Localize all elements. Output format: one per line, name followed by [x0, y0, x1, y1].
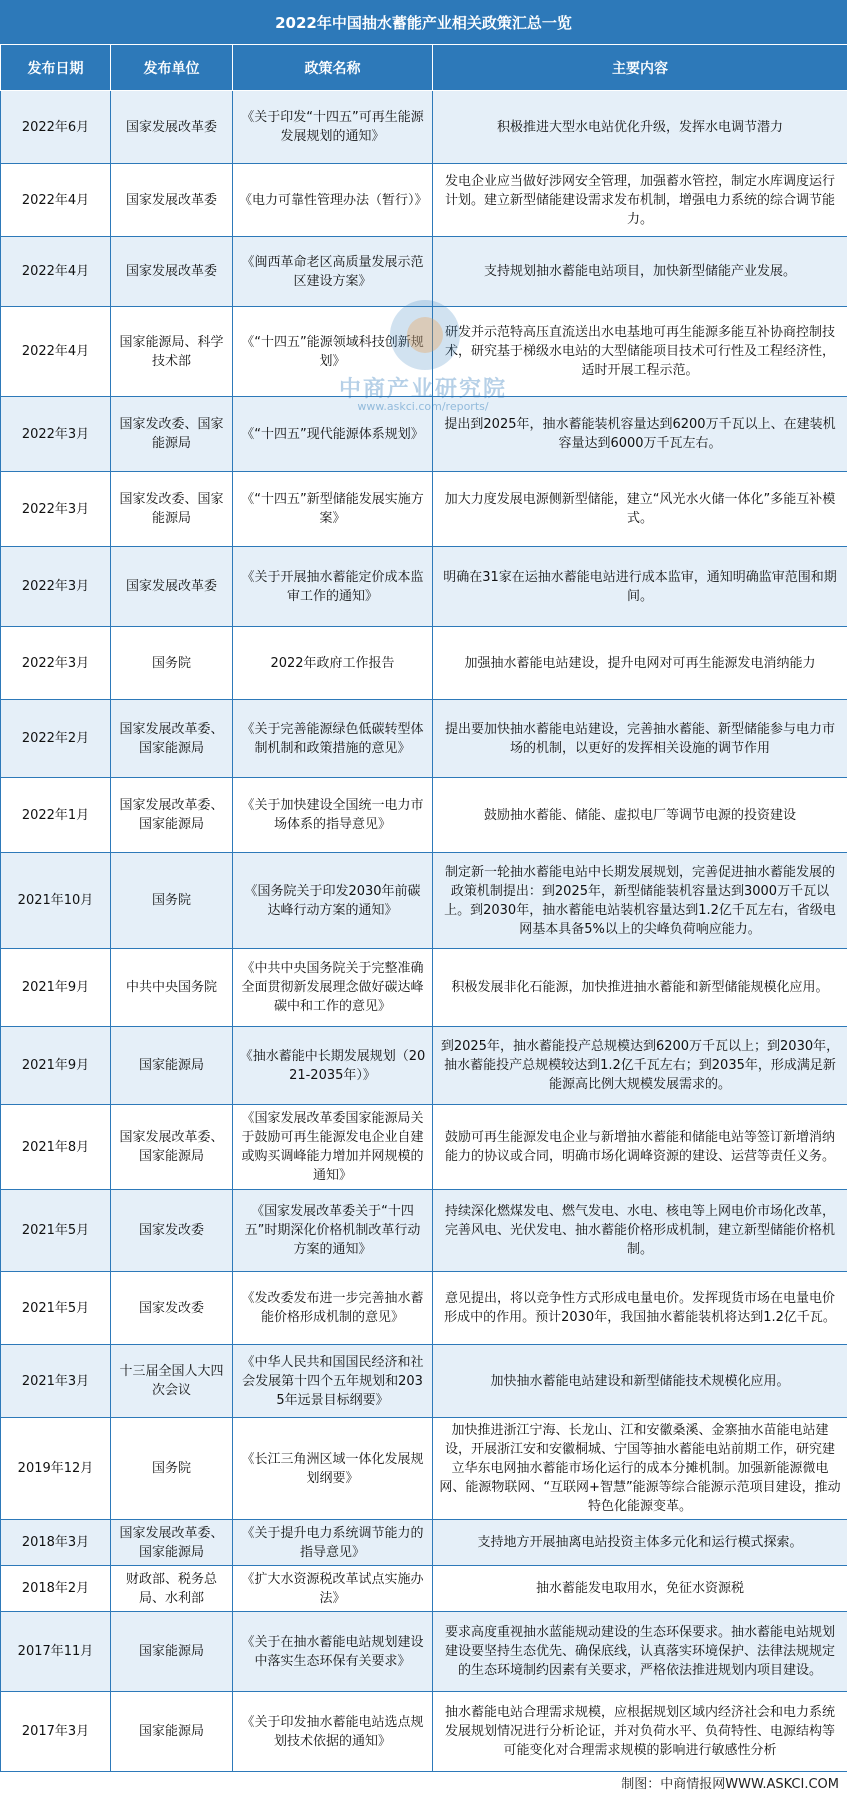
cell-unit: 国家能源局 — [111, 1692, 233, 1772]
cell-date: 2017年11月 — [1, 1612, 111, 1692]
cell-content: 明确在31家在运抽水蓄能电站进行成本监审，通知明确监审范围和期间。 — [433, 547, 847, 627]
header-policy-name: 政策名称 — [233, 45, 433, 91]
cell-date: 2021年5月 — [1, 1272, 111, 1345]
cell-content: 抽水蓄能电站合理需求规模，应根据规划区域内经济社会和电力系统发展规划情况进行分析论证，并对负荷水平、负荷特性、电源结构等可能变化对合理需求规模的影响进行敏感性分析 — [433, 1692, 847, 1772]
table-row — [1, 164, 847, 237]
table-row — [1, 397, 847, 472]
cell-policy-name: 《关于加快建设全国统一电力市场体系的指导意见》 — [233, 778, 433, 853]
table-row — [1, 472, 847, 547]
table-row — [1, 627, 847, 700]
page-title: 2022年中国抽水蓄能产业相关政策汇总一览 — [0, 0, 847, 44]
cell-date: 2022年3月 — [1, 547, 111, 627]
table-row — [1, 1566, 847, 1612]
cell-content: 支持规划抽水蓄能电站项目，加快新型储能产业发展。 — [433, 237, 847, 307]
cell-content: 加快抽水蓄能电站建设和新型储能技术规模化应用。 — [433, 1345, 847, 1418]
cell-unit: 国家发改委、国家能源局 — [111, 472, 233, 547]
cell-date: 2017年3月 — [1, 1692, 111, 1772]
table-body — [1, 91, 847, 1772]
cell-policy-name: 《闽西革命老区高质量发展示范区建设方案》 — [233, 237, 433, 307]
cell-unit: 国家发展改革委、国家能源局 — [111, 1520, 233, 1566]
header-content: 主要内容 — [433, 45, 847, 91]
cell-policy-name: 《长江三角洲区域一体化发展规划纲要》 — [233, 1418, 433, 1520]
cell-content: 要求高度重视抽水蓝能规动建设的生态环保要求。抽水蓄能电站规划建设要坚持生态优先、确保底线，认真落实环境保护、法律法规规定的生态环境制约因素有关要求，严格依法推进规划内项目建设。 — [433, 1612, 847, 1692]
cell-date: 2022年4月 — [1, 164, 111, 237]
table-header-row — [1, 45, 847, 91]
table-row — [1, 547, 847, 627]
cell-content: 抽水蓄能发电取用水，免征水资源税 — [433, 1566, 847, 1612]
table-row — [1, 1612, 847, 1692]
cell-unit: 国务院 — [111, 627, 233, 700]
cell-date: 2021年9月 — [1, 949, 111, 1027]
cell-date: 2022年3月 — [1, 472, 111, 547]
cell-policy-name: 《国家发展改革委关于“十四五”时期深化价格机制改革行动方案的通知》 — [233, 1190, 433, 1272]
table-row — [1, 1272, 847, 1345]
cell-date: 2022年1月 — [1, 778, 111, 853]
cell-policy-name: 《“十四五”新型储能发展实施方案》 — [233, 472, 433, 547]
cell-content: 支持地方开展抽离电站投资主体多元化和运行模式探索。 — [433, 1520, 847, 1566]
cell-unit: 国家发展改革委 — [111, 164, 233, 237]
cell-date: 2022年4月 — [1, 307, 111, 397]
source-credit: 制图：中商情报网WWW.ASKCI.COM — [621, 1777, 839, 1792]
cell-date: 2021年9月 — [1, 1027, 111, 1105]
cell-content: 提出到2025年，抽水蓄能装机容量达到6200万千瓦以上、在建装机容量达到6000万千瓦左右。 — [433, 397, 847, 472]
cell-date: 2022年4月 — [1, 237, 111, 307]
cell-content: 研发并示范特高压直流送出水电基地可再生能源多能互补协商控制技术，研究基于梯级水电站的大型储能项目技术可行性及工程经济性，适时开展工程示范。 — [433, 307, 847, 397]
cell-policy-name: 《发改委发布进一步完善抽水蓄能价格形成机制的意见》 — [233, 1272, 433, 1345]
table-row — [1, 1190, 847, 1272]
table-row — [1, 853, 847, 949]
cell-policy-name: 《关于印发抽水蓄能电站选点规划技术依据的通知》 — [233, 1692, 433, 1772]
cell-content: 提出要加快抽水蓄能电站建设，完善抽水蓄能、新型储能参与电力市场的机制，以更好的发挥相关设施的调节作用 — [433, 700, 847, 778]
cell-unit: 财政部、税务总局、水利部 — [111, 1566, 233, 1612]
watermark-url: www.askci.com/reports/ — [357, 400, 489, 413]
cell-date: 2022年6月 — [1, 91, 111, 164]
cell-unit: 国家发改委 — [111, 1272, 233, 1345]
cell-policy-name: 《国家发展改革委国家能源局关于鼓励可再生能源发电企业自建或购买调峰能力增加并网规模的通知》 — [233, 1105, 433, 1190]
header-unit: 发布单位 — [111, 45, 233, 91]
cell-policy-name: 《关于在抽水蓄能电站规划建设中落实生态环保有关要求》 — [233, 1612, 433, 1692]
watermark-name: 中商产业研究院 — [338, 377, 507, 402]
cell-date: 2022年3月 — [1, 397, 111, 472]
table-row — [1, 778, 847, 853]
cell-content: 到2025年，抽水蓄能投产总规模达到6200万千瓦以上；到2030年，抽水蓄能投产总规模较达到1.2亿千瓦左右；到2035年，形成满足新能源高比例大规模发展需求的。 — [433, 1027, 847, 1105]
policy-table — [0, 44, 847, 1772]
cell-unit: 国务院 — [111, 1418, 233, 1520]
cell-unit: 中共中央国务院 — [111, 949, 233, 1027]
cell-content: 持续深化燃煤发电、燃气发电、水电、核电等上网电价市场化改革，完善风电、光伏发电、抽水蓄能价格形成机制，建立新型储能价格机制。 — [433, 1190, 847, 1272]
cell-policy-name: 《“十四五”现代能源体系规划》 — [233, 397, 433, 472]
cell-unit: 国家发改委、国家能源局 — [111, 397, 233, 472]
table-row — [1, 949, 847, 1027]
cell-content: 加快推进浙江宁海、长龙山、江和安徽桑溪、金寨抽水苗能电站建设，开展浙江安和安徽桐城、宁国等抽水蓄能电站前期工作，研究建立华东电网抽水蓄能市场化运行的成本分摊机制。加强新能源微电网、能源物联网、“互联网+智慧”能源等综合能源示范项目建设，推动特色化能源变革。 — [433, 1418, 847, 1520]
cell-content: 制定新一轮抽水蓄能电站中长期发展规划，完善促进抽水蓄能发展的政策机制提出：到2025年，新型储能装机容量达到3000万千瓦以上。到2030年，抽水蓄能电站装机容量达到1.2亿千瓦左右，省级电网基本具备5%以上的尖峰负荷响应能力。 — [433, 853, 847, 949]
cell-policy-name: 《关于完善能源绿色低碳转型体制机制和政策措施的意见》 — [233, 700, 433, 778]
cell-date: 2021年8月 — [1, 1105, 111, 1190]
cell-unit: 国务院 — [111, 853, 233, 949]
cell-policy-name: 2022年政府工作报告 — [233, 627, 433, 700]
cell-policy-name: 《关于印发“十四五”可再生能源发展规划的通知》 — [233, 91, 433, 164]
cell-unit: 国家发展改革委、国家能源局 — [111, 700, 233, 778]
cell-content: 积极发展非化石能源，加快推进抽水蓄能和新型储能规模化应用。 — [433, 949, 847, 1027]
table-row — [1, 1345, 847, 1418]
cell-date: 2021年5月 — [1, 1190, 111, 1272]
cell-unit: 国家发展改革委、国家能源局 — [111, 778, 233, 853]
table-row — [1, 1027, 847, 1105]
cell-unit: 国家能源局、科学技术部 — [111, 307, 233, 397]
table-row — [1, 307, 847, 397]
cell-policy-name: 《“十四五”能源领域科技创新规划》 — [233, 307, 433, 397]
cell-unit: 国家发展改革委 — [111, 237, 233, 307]
table-row — [1, 237, 847, 307]
cell-unit: 国家能源局 — [111, 1612, 233, 1692]
cell-content: 鼓励可再生能源发电企业与新增抽水蓄能和储能电站等签订新增消纳能力的协议或合同，明确市场化调峰资源的建设、运营等责任义务。 — [433, 1105, 847, 1190]
cell-date: 2021年3月 — [1, 1345, 111, 1418]
cell-content: 发电企业应当做好涉网安全管理，加强蓄水管控，制定水库调度运行计划。建立新型储能建设需求发布机制，增强电力系统的综合调节能力。 — [433, 164, 847, 237]
cell-date: 2018年2月 — [1, 1566, 111, 1612]
table-row — [1, 1520, 847, 1566]
cell-date: 2021年10月 — [1, 853, 111, 949]
cell-policy-name: 《关于提升电力系统调节能力的指导意见》 — [233, 1520, 433, 1566]
header-date: 发布日期 — [1, 45, 111, 91]
cell-date: 2019年12月 — [1, 1418, 111, 1520]
table-row — [1, 700, 847, 778]
table-row — [1, 1105, 847, 1190]
cell-unit: 国家发展改革委、国家能源局 — [111, 1105, 233, 1190]
table-row — [1, 91, 847, 164]
table-row — [1, 1692, 847, 1772]
cell-policy-name: 《国务院关于印发2030年前碳达峰行动方案的通知》 — [233, 853, 433, 949]
cell-content: 积极推进大型水电站优化升级，发挥水电调节潜力 — [433, 91, 847, 164]
cell-date: 2022年3月 — [1, 627, 111, 700]
cell-unit: 国家发展改革委 — [111, 91, 233, 164]
cell-content: 鼓励抽水蓄能、储能、虚拟电厂等调节电源的投资建设 — [433, 778, 847, 853]
cell-policy-name: 《电力可靠性管理办法（暂行）》 — [233, 164, 433, 237]
cell-date: 2022年2月 — [1, 700, 111, 778]
cell-unit: 国家能源局 — [111, 1027, 233, 1105]
cell-content: 意见提出，将以竞争性方式形成电量电价。发挥现货市场在电量电价形成中的作用。预计2030年，我国抽水蓄能装机将达到1.2亿千瓦。 — [433, 1272, 847, 1345]
cell-policy-name: 《中共中央国务院关于完整准确全面贯彻新发展理念做好碳达峰碳中和工作的意见》 — [233, 949, 433, 1027]
cell-unit: 十三届全国人大四次会议 — [111, 1345, 233, 1418]
cell-content: 加大力度发展电源侧新型储能，建立“风光水火储一体化”多能互补模式。 — [433, 472, 847, 547]
cell-unit: 国家发改委 — [111, 1190, 233, 1272]
cell-policy-name: 《抽水蓄能中长期发展规划（2021-2035年）》 — [233, 1027, 433, 1105]
cell-policy-name: 《关于开展抽水蓄能定价成本监审工作的通知》 — [233, 547, 433, 627]
cell-policy-name: 《中华人民共和国国民经济和社会发展第十四个五年规划和2035年远景目标纲要》 — [233, 1345, 433, 1418]
cell-policy-name: 《扩大水资源税改革试点实施办法》 — [233, 1566, 433, 1612]
cell-content: 加强抽水蓄能电站建设，提升电网对可再生能源发电消纳能力 — [433, 627, 847, 700]
table-row — [1, 1418, 847, 1520]
cell-unit: 国家发展改革委 — [111, 547, 233, 627]
cell-date: 2018年3月 — [1, 1520, 111, 1566]
